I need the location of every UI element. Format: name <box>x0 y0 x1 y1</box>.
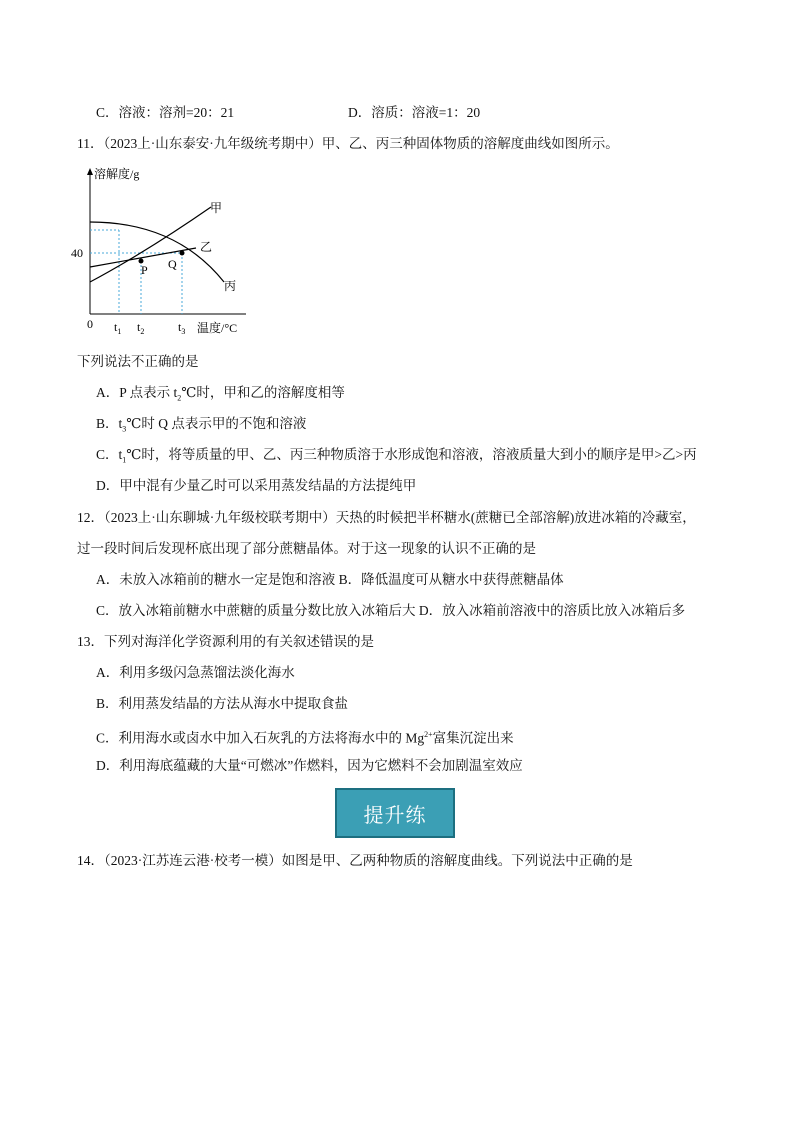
y-tick-40: 40 <box>71 246 83 260</box>
curve-label-yi: 乙 <box>200 240 213 254</box>
x-tick-t1: $t_1$ <box>114 320 122 336</box>
q13-stem: 13．下列对海洋化学资源利用的有关叙述错误的是 <box>77 634 374 649</box>
q12-options-cd: C．放入冰箱前糖水中蔗糖的质量分数比放入冰箱后大 D．放入冰箱前溶液中的溶质比放入冰箱后多 <box>96 603 686 618</box>
point-label-q: Q <box>168 257 177 271</box>
q11-option-a: A．P 点表示 $t_2℃$时，甲和乙的溶解度相等 <box>96 385 345 403</box>
q13-option-b: B．利用蒸发结晶的方法从海水中提取食盐 <box>96 696 349 711</box>
x-axis-label: 温度/°C <box>197 321 238 335</box>
q14-stem: 14．（2023·江苏连云港·校考一模）如图是甲、乙两种物质的溶解度曲线。下列说法中正确的是 <box>77 853 633 868</box>
point-label-p: P <box>141 263 148 277</box>
q13-option-d: D．利用海底蕴藏的大量“可燃冰”作燃料，因为它燃料不会加剧温室效应 <box>96 758 523 773</box>
point-q <box>180 251 185 256</box>
x-tick-t3: $t_3$ <box>178 320 186 336</box>
q10-option-d: D．溶质：溶液=1：20 <box>348 105 481 120</box>
q11-option-b: B．$t_3℃$时 Q 点表示甲的不饱和溶液 <box>96 416 307 434</box>
q13-option-c: C．利用海水或卤水中加入石灰乳的方法将海水中的 $Mg^{2+}$富集沉淀出来 <box>96 730 514 746</box>
q11-option-c: C．$t_1℃$时，将等质量的甲、乙、丙三种物质溶于水形成饱和溶液，溶液质量大到小的顺序是甲>乙>丙 <box>96 447 697 465</box>
q11-prompt: 下列说法不正确的是 <box>77 354 199 369</box>
y-axis-label: 溶解度/g <box>94 167 140 181</box>
q12-stem-line2: 过一段时间后发现杯底出现了部分蔗糖晶体。对于这一现象的认识不正确的是 <box>77 541 536 556</box>
q12-stem-line1: 12．（2023上·山东聊城·九年级校联考期中）天热的时候把半杯糖水(蔗糖已全部溶解)放进冰箱的冷藏室， <box>77 510 696 525</box>
solubility-curve-graph <box>66 162 256 340</box>
q11-stem: 11．（2023上·山东泰安·九年级统考期中）甲、乙、丙三种固体物质的溶解度曲线如图所示。 <box>77 136 619 151</box>
origin-label: 0 <box>87 317 93 331</box>
q10-option-c: C．溶液：溶剂=20：21 <box>96 105 235 120</box>
x-tick-t2: $t_2$ <box>137 320 145 336</box>
curve-jia <box>90 207 211 282</box>
curve-label-bing: 丙 <box>224 279 237 293</box>
q12-options-ab: A．未放入冰箱前的糖水一定是饱和溶液 B．降低温度可从糖水中获得蔗糖晶体 <box>96 572 564 587</box>
q11-option-d: D．甲中混有少量乙时可以采用蒸发结晶的方法提纯甲 <box>96 478 417 493</box>
y-axis-arrow <box>87 168 93 175</box>
section-banner: 提升练 <box>335 788 455 838</box>
q13-option-a: A．利用多级闪急蒸馏法淡化海水 <box>96 665 295 680</box>
curve-label-jia: 甲 <box>210 201 223 215</box>
